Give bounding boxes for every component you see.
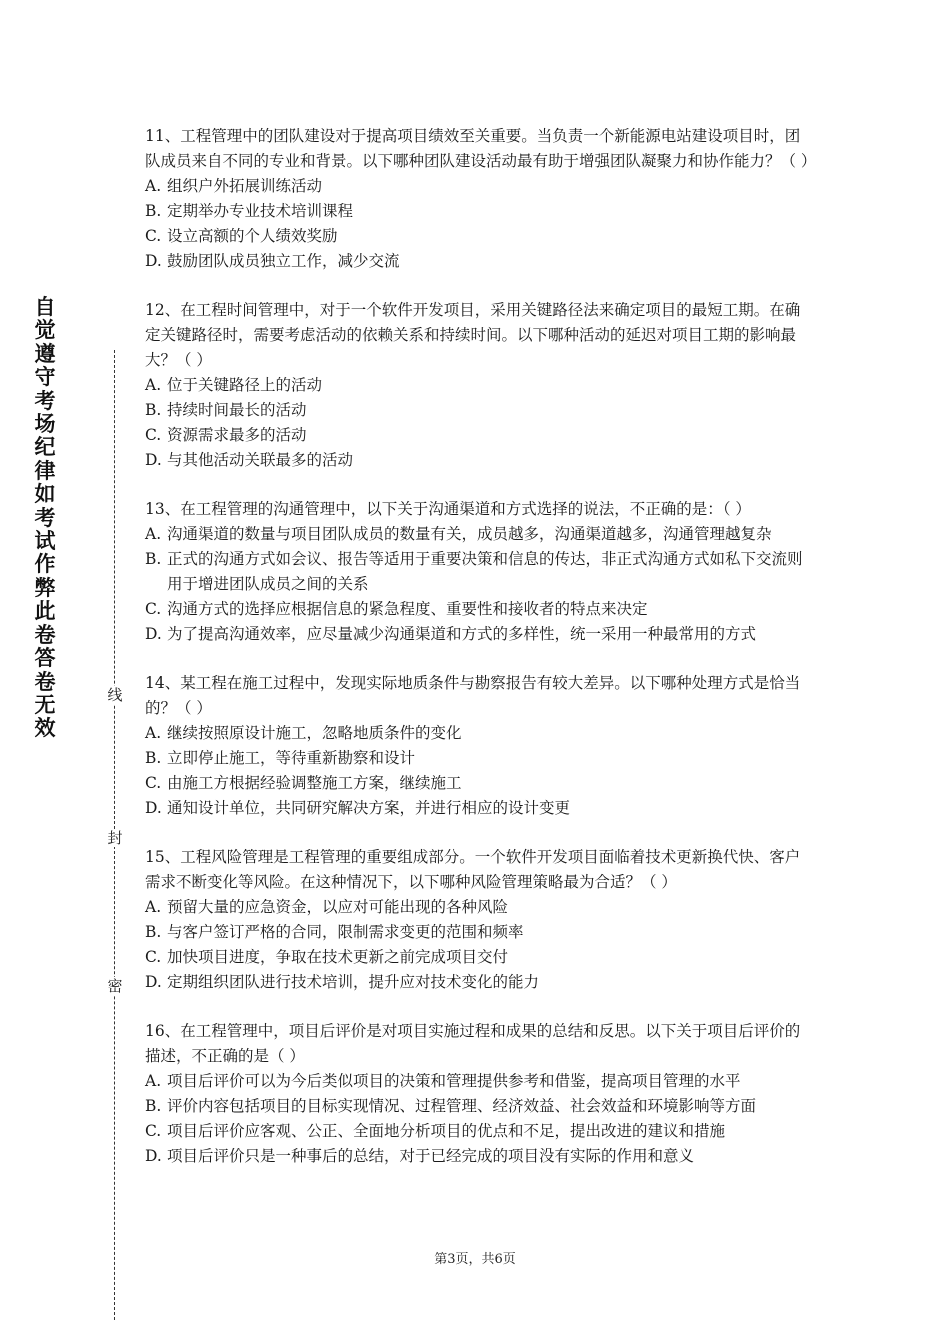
- option-letter: D.: [145, 973, 162, 991]
- option-b: [145, 746, 815, 771]
- question-stem: 16、在工程管理中，项目后评价是对项目实施过程和成果的总结和反思。以下关于项目后评价的描述，不正确的是（ ）: [145, 1022, 801, 1065]
- question-stem: 12、在工程时间管理中，对于一个软件开发项目，采用关键路径法来确定项目的最短工期。在确定关键路径时，需要考虑活动的依赖关系和持续时间。以下哪种活动的延迟对项目工期的影响最大？（ ）: [145, 301, 801, 369]
- exam-discipline-notice: 自觉遵守考场纪律如考试作弊此卷答卷无效: [34, 295, 56, 741]
- option-text: 项目后评价只是一种事后的总结，对于已经完成的项目没有实际的作用和意义: [167, 1147, 695, 1165]
- option-letter: B.: [145, 550, 162, 568]
- option-letter: D.: [145, 799, 162, 817]
- option-letter: A.: [145, 724, 162, 742]
- option-c: [145, 945, 815, 970]
- option-b: [145, 199, 815, 224]
- option-text: 沟通渠道的数量与项目团队成员的数量有关，成员越多，沟通渠道越多，沟通管理越复杂: [167, 525, 772, 543]
- option-d: [145, 622, 815, 647]
- option-a: [145, 895, 815, 920]
- question-stem: 14、某工程在施工过程中，发现实际地质条件与勘察报告有较大差异。以下哪种处理方式是恰当的？（ ）: [145, 674, 801, 717]
- option-c: [145, 771, 815, 796]
- option-letter: C.: [145, 948, 162, 966]
- option-a: [145, 721, 815, 746]
- option-letter: C.: [145, 774, 162, 792]
- option-text: 预留大量的应急资金，以应对可能出现的各种风险: [167, 898, 509, 916]
- option-letter: B.: [145, 749, 162, 767]
- option-b: [145, 920, 815, 945]
- option-text: 项目后评价可以为今后类似项目的决策和管理提供参考和借鉴，提高项目管理的水平: [167, 1072, 741, 1090]
- option-text: 与其他活动关联最多的活动: [167, 451, 354, 469]
- option-text: 项目后评价应客观、公正、全面地分析项目的优点和不足，提出改进的建议和措施: [167, 1122, 726, 1140]
- option-text: 继续按照原设计施工，忽略地质条件的变化: [167, 724, 462, 742]
- option-text: 持续时间最长的活动: [167, 401, 307, 419]
- option-c: [145, 1119, 815, 1144]
- binding-label-line: 线: [107, 686, 123, 704]
- question-14: [145, 671, 815, 821]
- option-letter: B.: [145, 923, 162, 941]
- option-text: 定期组织团队进行技术培训，提升应对技术变化的能力: [167, 973, 540, 991]
- option-b: [145, 1094, 815, 1119]
- question-15: [145, 845, 815, 995]
- option-letter: A.: [145, 1072, 162, 1090]
- option-a: [145, 174, 815, 199]
- option-c: [145, 224, 815, 249]
- option-letter: A.: [145, 898, 162, 916]
- option-d: [145, 448, 815, 473]
- option-d: [145, 796, 815, 821]
- option-text: 沟通方式的选择应根据信息的紧急程度、重要性和接收者的特点来决定: [167, 600, 648, 618]
- question-13: [145, 497, 815, 647]
- option-d: [145, 970, 815, 995]
- option-letter: B.: [145, 202, 162, 220]
- question-12: [145, 298, 815, 473]
- option-letter: B.: [145, 1097, 162, 1115]
- option-text: 正式的沟通方式如会议、报告等适用于重要决策和信息的传达，非正式沟通方式如私下交流则用于增进团队成员之间的关系: [167, 550, 803, 593]
- option-letter: A.: [145, 376, 162, 394]
- option-b: [145, 398, 815, 423]
- question-stem: 13、在工程管理的沟通管理中，以下关于沟通渠道和方式选择的说法，不正确的是：（ ）: [145, 500, 751, 518]
- option-d: [145, 1144, 815, 1169]
- option-a: [145, 373, 815, 398]
- question-stem: 11、工程管理中的团队建设对于提高项目绩效至关重要。当负责一个新能源电站建设项目时，团队成员来自不同的专业和背景。以下哪种团队建设活动最有助于增强团队凝聚力和协作能力？（ ）: [145, 127, 817, 170]
- option-letter: C.: [145, 600, 162, 618]
- option-text: 定期举办专业技术培训课程: [167, 202, 354, 220]
- option-letter: C.: [145, 1122, 162, 1140]
- option-letter: A.: [145, 525, 162, 543]
- question-list: [145, 124, 815, 1193]
- option-letter: C.: [145, 227, 162, 245]
- option-text: 与客户签订严格的合同，限制需求变更的范围和频率: [167, 923, 524, 941]
- option-letter: B.: [145, 401, 162, 419]
- option-b: [145, 547, 815, 597]
- option-text: 资源需求最多的活动: [167, 426, 307, 444]
- option-c: [145, 597, 815, 622]
- option-c: [145, 423, 815, 448]
- option-letter: D.: [145, 451, 162, 469]
- option-text: 评价内容包括项目的目标实现情况、过程管理、经济效益、社会效益和环境影响等方面: [167, 1097, 757, 1115]
- option-text: 设立高额的个人绩效奖励: [167, 227, 338, 245]
- option-text: 组织户外拓展训练活动: [167, 177, 323, 195]
- option-letter: C.: [145, 426, 162, 444]
- binding-label-secret: 密: [107, 977, 123, 995]
- option-text: 加快项目进度，争取在技术更新之前完成项目交付: [167, 948, 509, 966]
- option-text: 位于关键路径上的活动: [167, 376, 323, 394]
- option-d: [145, 249, 815, 274]
- page-number: 第3页，共6页: [434, 1252, 516, 1267]
- option-letter: A.: [145, 177, 162, 195]
- binding-label-seal: 封: [107, 829, 123, 847]
- option-text: 鼓励团队成员独立工作，减少交流: [167, 252, 400, 270]
- option-text: 为了提高沟通效率，应尽量减少沟通渠道和方式的多样性，统一采用一种最常用的方式: [167, 625, 757, 643]
- option-a: [145, 1069, 815, 1094]
- option-text: 立即停止施工，等待重新勘察和设计: [167, 749, 416, 767]
- option-text: 通知设计单位，共同研究解决方案，并进行相应的设计变更: [167, 799, 571, 817]
- option-letter: D.: [145, 625, 162, 643]
- question-11: [145, 124, 815, 274]
- option-letter: D.: [145, 252, 162, 270]
- question-16: [145, 1019, 815, 1169]
- question-stem: 15、工程风险管理是工程管理的重要组成部分。一个软件开发项目面临着技术更新换代快、客户需求不断变化等风险。在这种情况下，以下哪种风险管理策略最为合适？（ ）: [145, 848, 801, 891]
- option-text: 由施工方根据经验调整施工方案，继续施工: [167, 774, 462, 792]
- option-letter: D.: [145, 1147, 162, 1165]
- option-a: [145, 522, 815, 547]
